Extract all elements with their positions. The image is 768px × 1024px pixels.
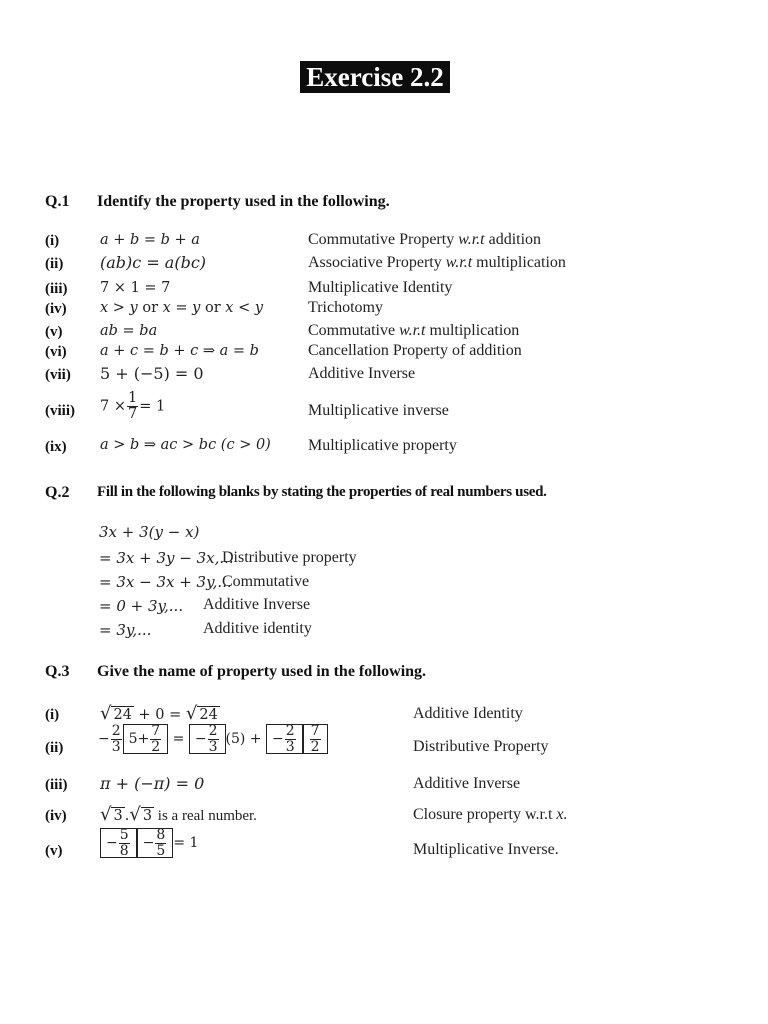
q1-item-expr: 5 + (−5) = 0: [100, 364, 204, 383]
q3-item-expr: π + (−π) = 0: [100, 774, 205, 793]
q1-item-expr: 7 × 1 = 7: [100, 280, 171, 296]
q3-number: Q.3: [45, 663, 70, 680]
q2-line-expr: = 0 + 3y,...: [99, 597, 184, 615]
q3-item-expr: √ 3 .√ 3 is a real number.: [100, 804, 257, 825]
q2-question: Fill in the following blanks by stating the properties of real numbers used.: [97, 484, 547, 500]
q2-line-expr: = 3x − 3x + 3y,...: [99, 573, 232, 591]
q3-item-property: Multiplicative Inverse.: [413, 841, 559, 858]
q1-number: Q.1: [45, 193, 70, 210]
q1-item-label: (viii): [45, 403, 75, 419]
q1-item-property: Commutative w.r.t multiplication: [308, 322, 520, 339]
q2-line-property: Additive Inverse: [203, 596, 311, 613]
q1-item-expr: a > b ⇒ ac > bc (c > 0): [100, 437, 271, 453]
q3-item-property: Additive Inverse: [413, 775, 521, 792]
q1-item-label: (ix): [45, 439, 67, 455]
q3-item-property: Additive Identity: [413, 705, 523, 722]
q3-item-label: (ii): [45, 740, 64, 756]
q3-item-expr: − $\frac{2}{3}$ 5+ $\frac{7}{2}$ = − $\frac{2}{3}$ (5) + − $\frac{2}{3}$ $\frac{7}{2}$: [98, 724, 328, 754]
q2-number: Q.2: [45, 484, 70, 501]
q1-item-expr: (ab)c = a(bc): [100, 253, 207, 272]
q2-line-property: Additive identity: [203, 620, 312, 637]
q1-item-label: (ii): [45, 256, 64, 272]
q2-line-expr: = 3y,...: [99, 621, 152, 639]
q2-line-expr: = 3x + 3y − 3x,...: [99, 549, 234, 567]
q3-item-label: (iii): [45, 777, 68, 793]
q1-item-expr: ab = ba: [100, 323, 158, 339]
q1-item-expr: x > y or x = y or x < y: [100, 300, 264, 316]
q2-line-property: Distributive property: [222, 549, 357, 566]
q1-item-property: Multiplicative property: [308, 437, 457, 454]
q1-item-label: (iii): [45, 281, 68, 297]
q3-item-label: (v): [45, 843, 63, 859]
q1-item-label: (vi): [45, 344, 67, 360]
q1-item-label: (vii): [45, 367, 71, 383]
q1-item-property: Commutative Property w.r.t addition: [308, 231, 542, 248]
q1-item-expr: 7 × $\frac{1}{7}$ = 1: [100, 390, 166, 423]
q3-item-label: (iv): [45, 808, 67, 824]
q3-item-expr: √ 24 + 0 = √ 24: [100, 703, 218, 724]
q3-question: Give the name of property used in the following.: [97, 663, 427, 680]
q3-item-property: Distributive Property: [413, 738, 549, 755]
q1-item-property: Additive Inverse: [308, 365, 416, 382]
q1-item-property: Cancellation Property of addition: [308, 342, 522, 359]
q1-item-property: Trichotomy: [308, 299, 383, 316]
exercise-title: Exercise 2.2: [300, 61, 450, 93]
q2-line-property: Commutative: [222, 573, 310, 590]
q1-item-expr: a + b = b + a: [100, 232, 200, 248]
q1-item-expr: a + c = b + c ⇒ a = b: [100, 343, 259, 359]
q1-item-property: Multiplicative inverse: [308, 402, 449, 419]
q1-item-property: Multiplicative Identity: [308, 279, 453, 296]
q3-item-expr: − $\frac{5}{8}$ − $\frac{8}{5}$ = 1: [100, 828, 198, 858]
q1-item-label: (v): [45, 324, 63, 340]
q1-item-label: (i): [45, 233, 60, 249]
q3-item-label: (i): [45, 707, 60, 723]
q1-item-property: Associative Property w.r.t multiplication: [308, 254, 566, 271]
q2-line-expr: 3x + 3(y − x): [99, 523, 200, 541]
fraction: $\frac{1}{7}$: [127, 390, 138, 423]
q3-item-property: Closure property w.r.t x.: [413, 806, 568, 823]
q1-item-label: (iv): [45, 301, 67, 317]
q1-question: Identify the property used in the following.: [97, 193, 390, 210]
